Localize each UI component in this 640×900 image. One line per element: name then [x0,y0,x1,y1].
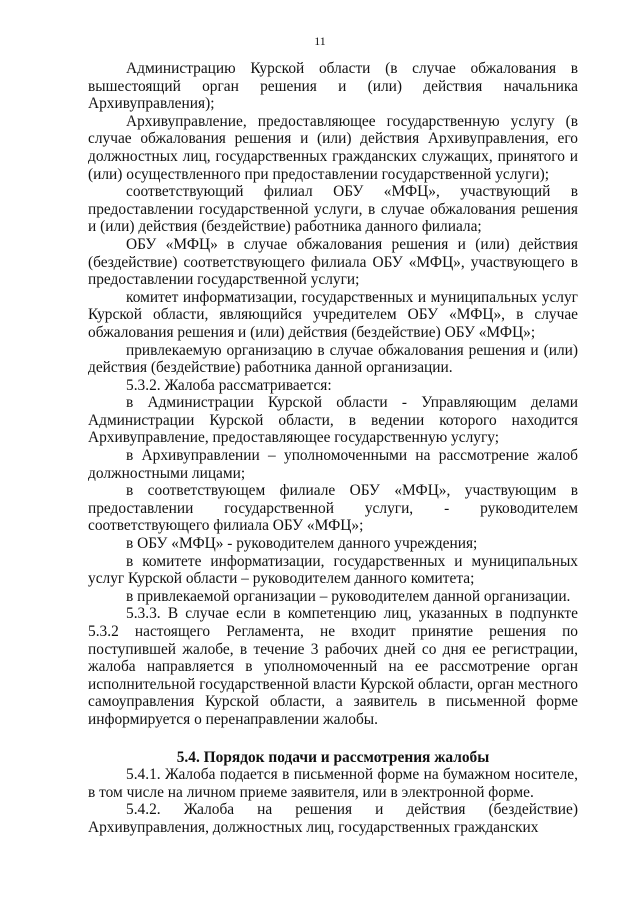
paragraph: комитет информатизации, государственных и муниципальных услуг Курской области, являющийся учредителем ОБУ «МФЦ», в случае обжалования решения и (или) действия (бездействие) ОБУ «МФЦ»; [88,288,578,341]
paragraph: 5.4.1. Жалоба подается в письменной форме на бумажном носителе, в том числе на личном приеме заявителя, или в электронной форме. [88,766,578,801]
paragraph: привлекаемую организацию в случае обжалования решения и (или) действия (бездействие) работника данной организации. [88,341,578,377]
paragraph: в соответствующем филиале ОБУ «МФЦ», участвующим в предоставлении государственной услуги, - руководителем соответствующего филиала ОБУ «МФЦ»; [88,482,578,535]
paragraph: 5.3.3. В случае если в компетенцию лиц, указанных в подпункте 5.3.2 настоящего Регламента, не входит принятие решения по поступившей жалобе, в течение 3 рабочих дней со дня ее регистрации, жалоба направляется в уполномоченный на ее рассмотрение орган исполнительной государственной власти Курской области, орган местного самоуправления Курской области, а заявитель в письменной форме информируется о перенаправлении жалобы. [88,605,578,728]
paragraph: ОБУ «МФЦ» в случае обжалования решения и (или) действия (бездействие) соответствующего филиала ОБУ «МФЦ», участвующего в предоставлении государственной услуги; [88,235,578,289]
paragraph: в Архивуправлении – уполномоченными на рассмотрение жалоб должностными лицами; [88,447,578,482]
paragraph: Администрацию Курской области (в случае обжалования в вышестоящий орган решения и (или) действия начальника Архивуправления); [88,60,578,113]
paragraph: в Администрации Курской области - Управляющим делами Администрации Курской области, в ведении которого находится Архивуправление, предоставляющее государственную услугу; [88,394,578,447]
section-heading: 5.4. Порядок подачи и рассмотрения жалобы [176,748,490,766]
paragraph: соответствующий филиал ОБУ «МФЦ», участвующий в предоставлении государственной услуги, в случае обжалования решения и (или) действия (бездействие) работника данного филиала; [88,183,578,236]
paragraph: 5.3.2. Жалоба рассматривается: [126,376,332,394]
paragraph: в привлекаемой организации – руководителем данной организации. [126,587,571,605]
paragraph: Архивуправление, предоставляющее государственную услугу (в случае обжалования решения и (или) действия Архивуправления, его должностных лиц, государственных гражданских служащих, принятого и (или) осуществленного при предоставлении государственной услуги); [88,112,578,183]
page-number: 11 [314,34,326,48]
paragraph: 5.4.2. Жалоба на решения и действия (бездействие) Архивуправления, должностных лиц, государственных гражданских [88,801,578,836]
paragraph: в комитете информатизации, государственных и муниципальных услуг Курской области – руководителем данного комитета; [88,552,578,588]
document-body [88,0,578,837]
paragraph: в ОБУ «МФЦ» - руководителем данного учреждения; [126,535,478,553]
